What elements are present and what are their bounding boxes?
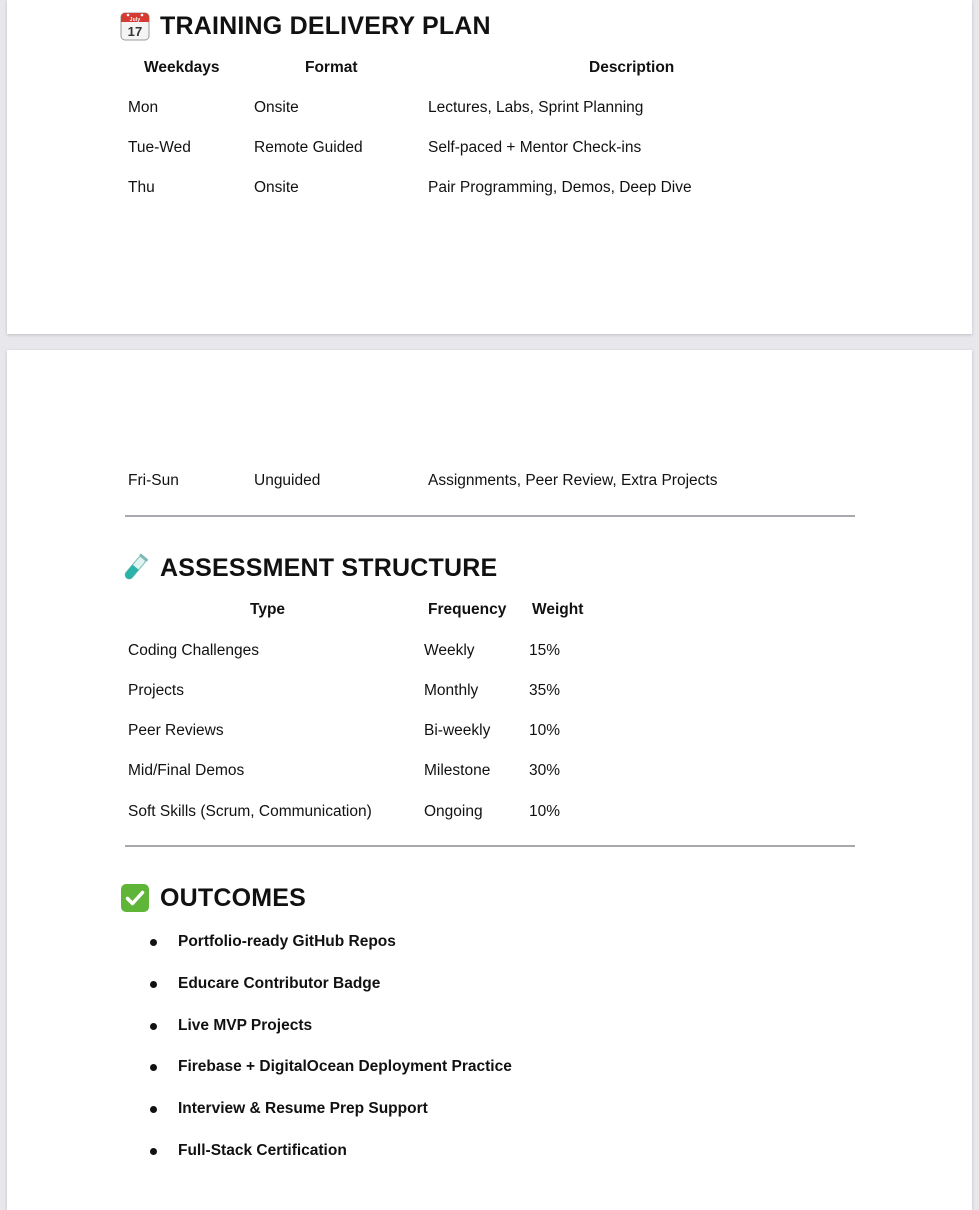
calendar-icon	[120, 11, 150, 41]
table-cell: Remote Guided	[254, 139, 363, 156]
list-item-text: Educare Contributor Badge	[178, 974, 381, 992]
column-header-description: Description	[589, 59, 675, 76]
table-cell: Fri-Sun	[128, 472, 179, 489]
bullet-icon	[150, 1148, 157, 1155]
table-cell: Ongoing	[424, 803, 483, 820]
table-cell: Pair Programming, Demos, Deep Dive	[428, 179, 692, 196]
table-cell: Peer Reviews	[128, 722, 224, 739]
table-cell: Lectures, Labs, Sprint Planning	[428, 99, 644, 116]
assessment-title: ASSESSMENT STRUCTURE	[160, 553, 498, 582]
assessment-heading	[120, 553, 497, 583]
list-item-text: Firebase + DigitalOcean Deployment Practice	[178, 1058, 512, 1076]
table-cell: Assignments, Peer Review, Extra Projects	[428, 472, 718, 489]
list-item-text: Live MVP Projects	[178, 1016, 313, 1034]
bullet-icon	[150, 1064, 157, 1071]
table-cell: Tue-Wed	[128, 139, 191, 156]
list-item-text: Full-Stack Certification	[178, 1141, 347, 1159]
column-header-frequency: Frequency	[428, 601, 507, 618]
table-cell: 15%	[529, 642, 561, 659]
column-header-format: Format	[305, 59, 358, 76]
table-cell: Mid/Final Demos	[128, 762, 245, 779]
table-cell: Monthly	[424, 682, 479, 699]
column-header-weekdays: Weekdays	[144, 59, 220, 76]
document-page-2	[7, 350, 972, 1210]
section-divider	[125, 845, 855, 847]
list-item-text: Portfolio-ready GitHub Repos	[178, 933, 396, 950]
section-divider	[125, 515, 855, 517]
table-cell: Bi-weekly	[424, 722, 491, 739]
bullet-icon	[150, 939, 157, 946]
table-cell: Milestone	[424, 762, 491, 779]
table-cell: Onsite	[254, 99, 299, 116]
table-cell: Projects	[128, 682, 184, 699]
calendar-month: July	[129, 17, 141, 23]
bullet-icon	[150, 1023, 157, 1030]
table-cell: Unguided	[254, 472, 321, 489]
list-item-text: Interview & Resume Prep Support	[178, 1100, 428, 1118]
list-item	[147, 933, 512, 975]
list-item	[147, 975, 512, 1017]
check-mark-icon	[120, 883, 150, 913]
table-cell: Thu	[128, 179, 155, 196]
list-item	[147, 1058, 512, 1100]
column-header-weight: Weight	[532, 601, 584, 618]
table-cell: Mon	[128, 99, 159, 116]
table-cell: 30%	[529, 762, 561, 779]
outcomes-list	[147, 933, 512, 1184]
list-item	[147, 1142, 512, 1184]
table-cell: Self-paced + Mentor Check-ins	[428, 139, 642, 156]
bullet-icon	[150, 981, 157, 988]
list-item	[147, 1017, 512, 1059]
bullet-icon	[150, 1106, 157, 1113]
column-header-type: Type	[250, 601, 286, 618]
test-tube-icon	[120, 553, 150, 583]
training-plan-title: TRAINING DELIVERY PLAN	[160, 11, 491, 40]
outcomes-title: OUTCOMES	[160, 883, 307, 912]
calendar-day: 17	[127, 24, 143, 39]
table-cell: Coding Challenges	[128, 642, 259, 659]
table-cell: Onsite	[254, 179, 299, 196]
training-plan-heading	[120, 11, 491, 41]
document-page-1	[7, 0, 972, 334]
table-cell: 10%	[529, 803, 561, 820]
table-cell: 35%	[529, 682, 561, 699]
list-item	[147, 1100, 512, 1142]
table-cell: Weekly	[424, 642, 475, 659]
table-cell: 10%	[529, 722, 561, 739]
outcomes-heading	[120, 883, 306, 913]
table-cell: Soft Skills (Scrum, Communication)	[128, 803, 372, 820]
